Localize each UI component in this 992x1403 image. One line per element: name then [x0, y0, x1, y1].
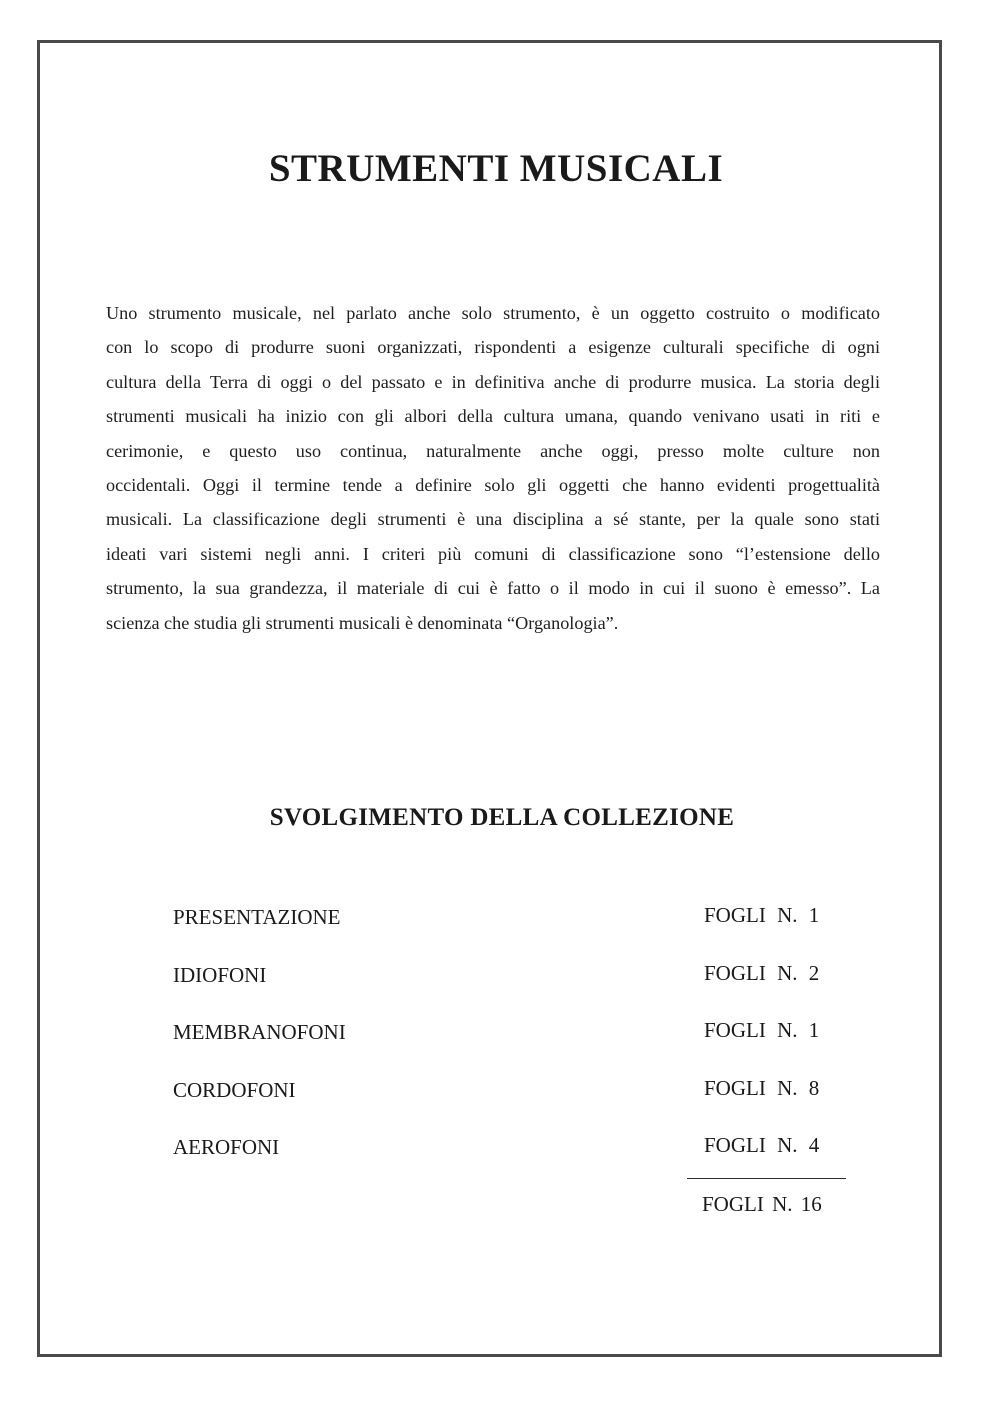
document-title: STRUMENTI MUSICALI: [268, 147, 724, 190]
section-title: SVOLGIMENTO DELLA COLLEZIONE: [269, 804, 735, 831]
toc-total: FOGLI N. 16: [702, 1192, 822, 1216]
toc-sheet-count: FOGLI N. 8: [704, 1075, 820, 1100]
table-of-contents: [173, 905, 853, 1193]
intro-line: musicali. La classificazione degli strumenti è una disciplina a sé stante, per la quale sono stati: [106, 509, 880, 530]
intro-line: con lo scopo di produrre suoni organizzati, rispondenti a esigenze culturali specifiche di ogni: [106, 337, 880, 358]
toc-label: AEROFONI: [173, 1135, 280, 1159]
toc-sheet-count: FOGLI N. 2: [704, 960, 820, 985]
toc-row: [173, 960, 853, 1021]
intro-line: cultura della Terra di oggi o del passato e in definitiva anche di produrre musica. La storia degli: [106, 371, 880, 392]
intro-line: Uno strumento musicale, nel parlato anche solo strumento, è un oggetto costruito o modificato: [106, 303, 880, 323]
toc-sheet-count: FOGLI N. 4: [704, 1133, 820, 1157]
toc-row: [173, 905, 853, 963]
intro-paragraph: [106, 296, 880, 640]
intro-line: occidentali. Oggi il termine tende a definire solo gli oggetti che hanno evidenti progettualità: [106, 475, 880, 496]
intro-line: cerimonie, e questo uso continua, naturalmente anche oggi, presso molte culture non: [106, 440, 880, 461]
toc-sheet-count: FOGLI N. 1: [704, 903, 820, 927]
toc-label: MEMBRANOFONI: [173, 1020, 346, 1044]
toc-sheet-count: FOGLI N. 1: [704, 1018, 820, 1042]
toc-row: [173, 1020, 853, 1078]
total-divider: [687, 1178, 846, 1179]
toc-label: PRESENTAZIONE: [173, 905, 341, 929]
toc-label: CORDOFONI: [173, 1077, 296, 1102]
intro-line: ideati vari sistemi negli anni. I criteri più comuni di classificazione sono “l’estensione dello: [106, 543, 880, 564]
toc-row: [173, 1135, 853, 1193]
intro-line: strumento, la sua grandezza, il materiale di cui è fatto o il modo in cui il suono è emesso”. La: [106, 578, 880, 599]
intro-line: scienza che studia gli strumenti musicali è denominata “Organologia”.: [106, 612, 619, 633]
toc-row: [173, 1075, 853, 1136]
toc-label: IDIOFONI: [173, 962, 267, 987]
intro-line: strumenti musicali ha inizio con gli albori della cultura umana, quando venivano usati in riti e: [106, 406, 880, 427]
